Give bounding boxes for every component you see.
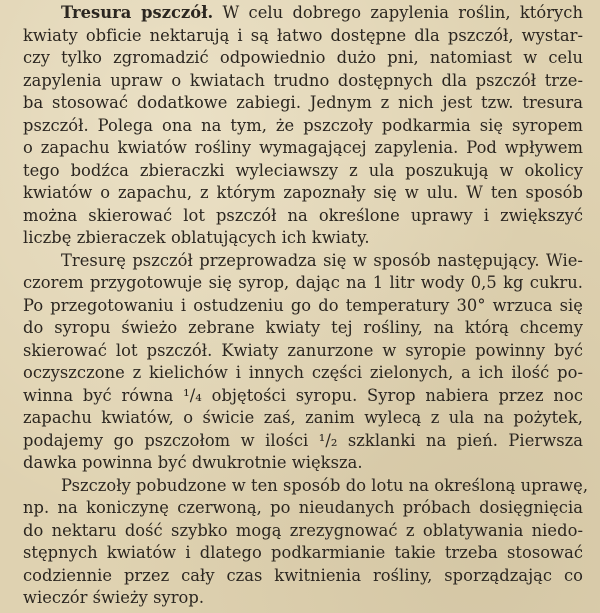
- paragraph-3-line-3: do nektaru dość szybko mogą zrezygnować z oblatywania niedo-: [23, 520, 583, 540]
- paragraph-3-line-5: codziennie przez cały czas kwitnienia rośliny, sporządzając co: [23, 565, 583, 585]
- paragraph-1-line-6: pszczół. Polega ona na tym, że pszczoły podkarmia się syropem: [23, 115, 583, 135]
- paragraph-1-line-5: ba stosować dodatkowe zabiegi. Jednym z nich jest tzw. tresura: [23, 93, 583, 112]
- paragraph-2-line-8: zapachu kwiatów, o świcie zaś, zanim wylecą z ula na pożytek,: [23, 408, 583, 427]
- paragraph-1-line-9: kwiatów o zapachu, z którym zapoznały się w ulu. W ten sposób: [23, 183, 583, 202]
- paragraph-2-line-2: czorem przygotowuje się syrop, dając na 1 litr wody 0,5 kg cukru.: [23, 273, 583, 292]
- paragraph-1-line-1: Tresura pszczół. W celu dobrego zapylenia roślin, których: [61, 3, 583, 22]
- paragraph-1-line-2: kwiaty obficie nektarują i są łatwo dostępne dla pszczół, wystar-: [23, 25, 583, 45]
- paragraph-1-line-3: czy tylko zgromadzić odpowiednio dużo pni, natomiast w celu: [23, 48, 583, 67]
- paragraph-2-line-4: do syropu świeżo zebrane kwiaty tej rośliny, na którą chcemy: [23, 318, 583, 337]
- paragraph-1-line-8: tego bodźca zbieraczki wyleciawszy z ula poszukują w okolicy: [23, 160, 583, 180]
- paragraph-2-line-10: dawka powinna być dwukrotnie większa.: [23, 453, 363, 472]
- paragraph-3-line-1: Pszczoły pobudzone w ten sposób do lotu na określoną uprawę,: [61, 475, 589, 495]
- paragraph-2-line-9: podajemy go pszczołom w ilości ¹/₂ szklanki na pień. Pierwsza: [23, 430, 583, 450]
- paragraph-1-line-4: zapylenia upraw o kwiatach trudno dostępnych dla pszczół trze-: [23, 70, 583, 90]
- paragraph-2-line-7: winna być równa ¹/₄ objętości syropu. Syrop nabiera przez noc: [23, 385, 583, 405]
- paragraph-3-line-4: stępnych kwiatów i dlatego podkarmianie takie trzeba stosować: [23, 543, 583, 562]
- section-heading: Tresura pszczół.: [61, 3, 214, 22]
- paragraph-2-line-6: oczyszczone z kielichów i innych części zielonych, a ich ilość po-: [23, 363, 583, 382]
- paragraph-3-line-2: np. na koniczynę czerwoną, po nieudanych próbach dosięgnięcia: [23, 498, 583, 517]
- paragraph-2-line-5: skierować lot pszczół. Kwiaty zanurzone w syropie powinny być: [23, 340, 583, 360]
- paragraph-1-line-10: można skierować lot pszczół na określone uprawy i zwiększyć: [23, 205, 583, 225]
- paragraph-2-line-1: Tresurę pszczół przeprowadza się w sposób następujący. Wie-: [61, 250, 583, 270]
- paragraph-1-line-7: o zapachu kwiatów rośliny wymagającej zapylenia. Pod wpływem: [23, 138, 583, 157]
- paragraph-1-line-11: liczbę zbieraczek oblatujących ich kwiaty.: [23, 228, 370, 247]
- paragraph-2-line-3: Po przegotowaniu i ostudzeniu go do temperatury 30° wrzuca się: [23, 295, 583, 315]
- paragraph-3-line-6: wieczór świeży syrop.: [23, 588, 205, 607]
